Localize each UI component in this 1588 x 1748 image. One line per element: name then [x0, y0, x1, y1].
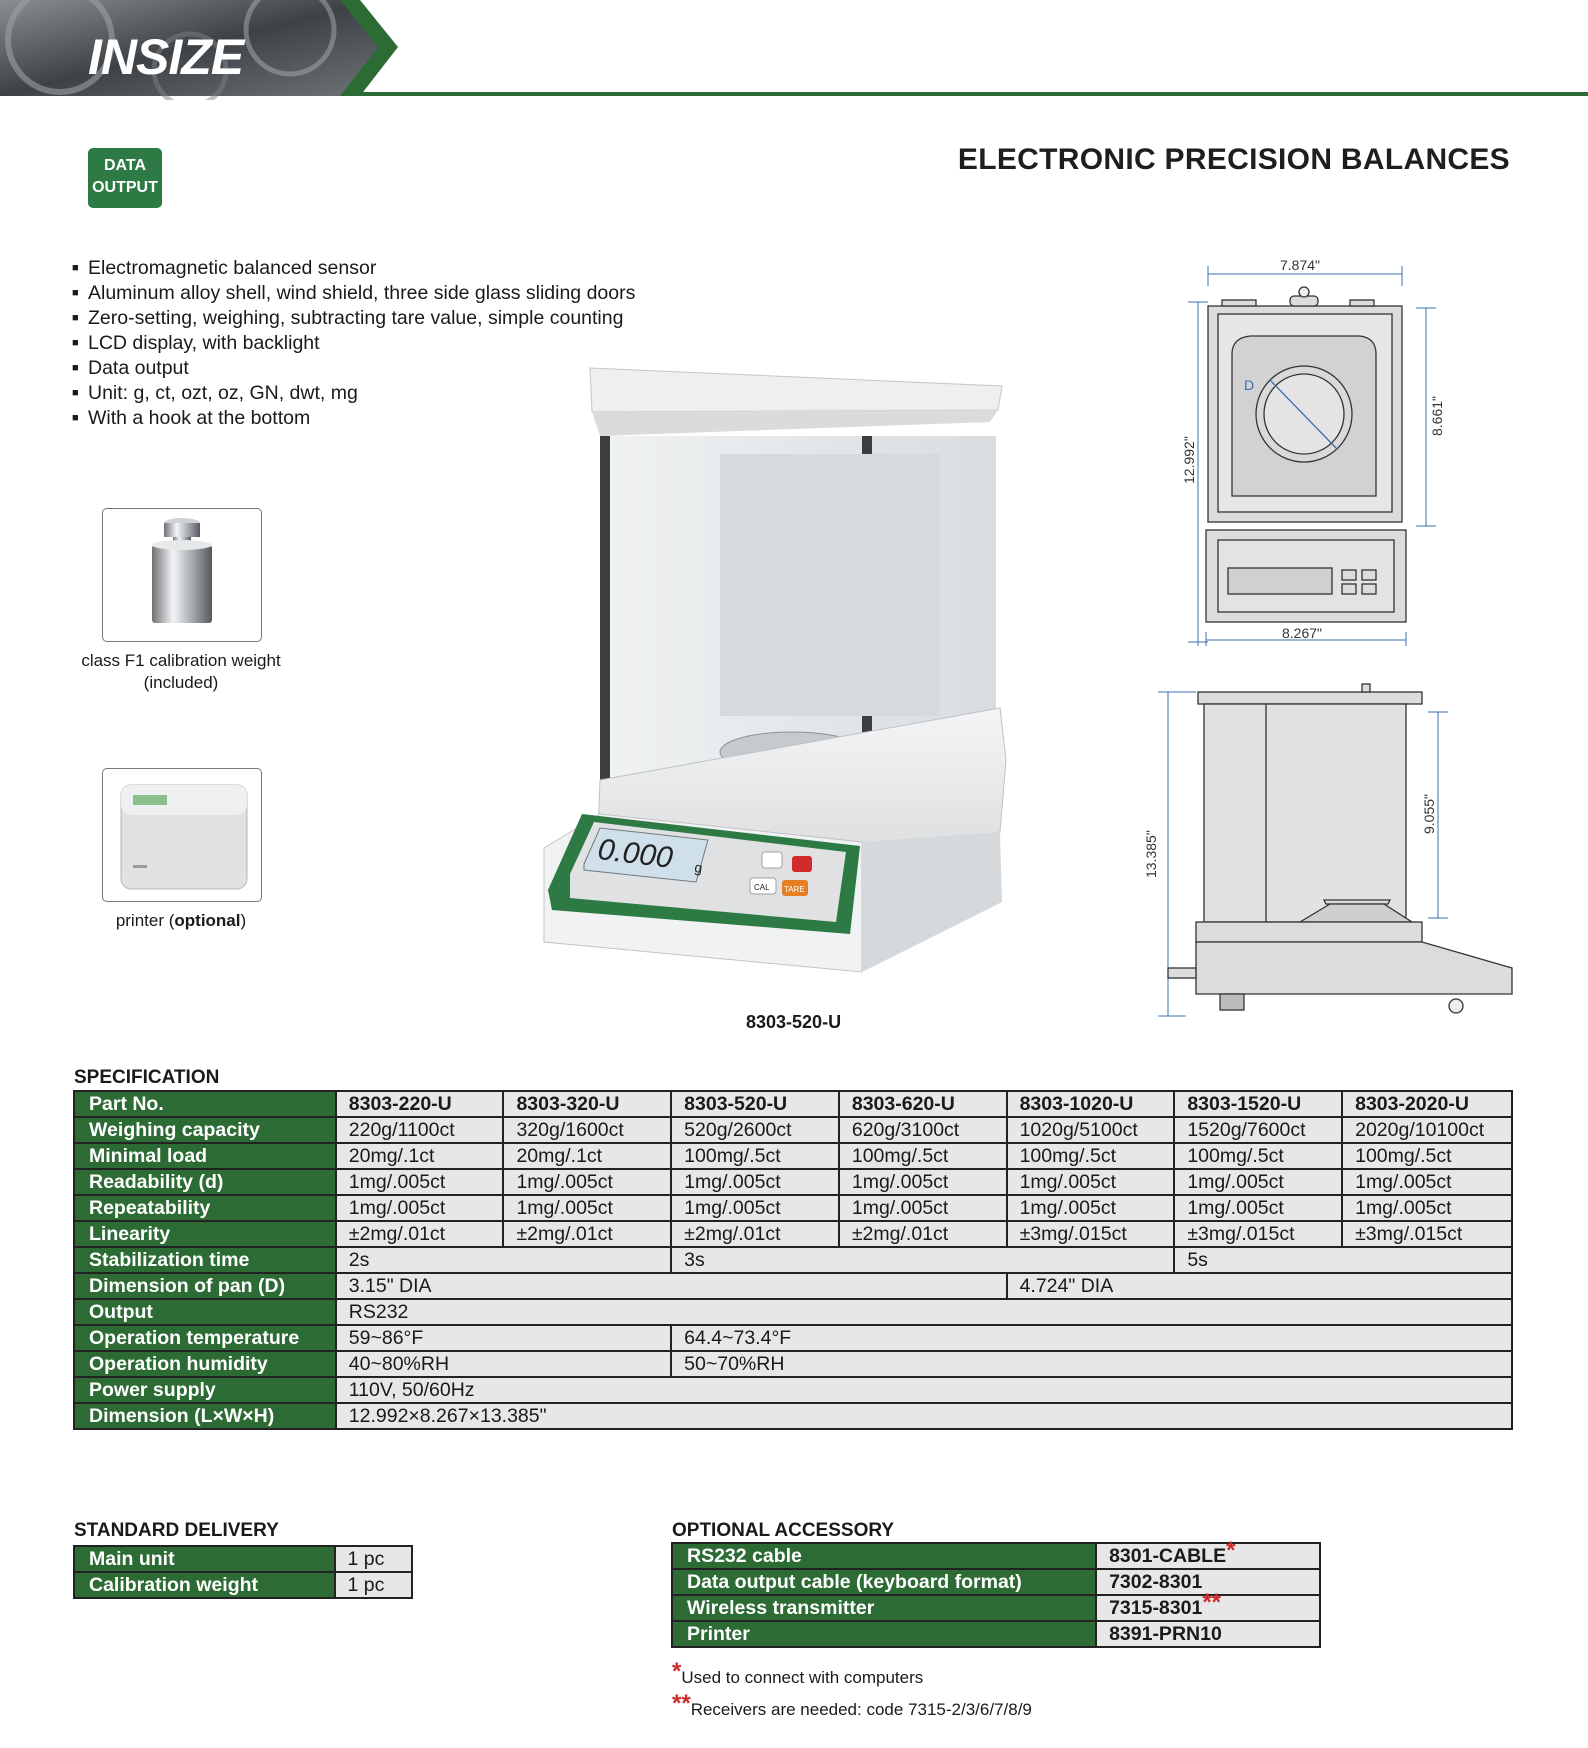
spec-cell: 2s	[336, 1247, 671, 1273]
spec-cell: 1mg/.005ct	[839, 1195, 1007, 1221]
part-no-cell: 8303-1020-U	[1007, 1091, 1175, 1117]
spec-cell: 20mg/.1ct	[503, 1143, 671, 1169]
printer-caption-end: )	[240, 911, 247, 930]
delivery-qty: 1 pc	[335, 1546, 412, 1572]
spec-row-min-load	[74, 1143, 1512, 1169]
part-no-cell: 8303-220-U	[336, 1091, 504, 1117]
spec-cell: 59~86°F	[336, 1325, 671, 1351]
row-label: Linearity	[74, 1221, 336, 1247]
spec-cell: 3.15" DIA	[336, 1273, 1007, 1299]
spec-cell: 50~70%RH	[671, 1351, 1512, 1377]
spec-cell: 110V, 50/60Hz	[336, 1377, 1512, 1403]
part-no-cell: 8303-320-U	[503, 1091, 671, 1117]
spec-cell: 3s	[671, 1247, 1174, 1273]
spec-cell: 620g/3100ct	[839, 1117, 1007, 1143]
printer-caption-optional: optional	[174, 911, 241, 930]
spec-cell: ±3mg/.015ct	[1174, 1221, 1342, 1247]
accessory-code	[1096, 1588, 1320, 1621]
feature-item: ■ Zero-setting, weighing, subtracting tare value, simple counting	[72, 306, 635, 331]
part-no-cell: 8303-620-U	[839, 1091, 1007, 1117]
spec-cell: ±2mg/.01ct	[671, 1221, 839, 1247]
weight-icon	[103, 509, 261, 641]
delivery-row	[74, 1572, 412, 1598]
accessory-row	[672, 1621, 1320, 1647]
part-no-cell: 8303-1520-U	[1174, 1091, 1342, 1117]
feature-item: ■ Aluminum alloy shell, wind shield, three side glass sliding doors	[72, 281, 635, 306]
spec-cell: 2020g/10100ct	[1342, 1117, 1512, 1143]
row-label: Operation humidity	[74, 1351, 336, 1377]
spec-cell: 100mg/.5ct	[671, 1143, 839, 1169]
calibration-weight-image	[102, 508, 262, 642]
feature-item: ■ Unit: g, ct, ozt, oz, GN, dwt, mg	[72, 381, 635, 406]
footnote-2	[672, 1690, 1032, 1720]
accessory-code	[1096, 1536, 1320, 1569]
spec-cell: ±2mg/.01ct	[503, 1221, 671, 1247]
delivery-item: Calibration weight	[74, 1572, 335, 1598]
accessory-row	[672, 1595, 1320, 1621]
spec-row-readability	[74, 1169, 1512, 1195]
standard-delivery-heading: STANDARD DELIVERY	[74, 1520, 279, 1541]
spec-row-linearity	[74, 1221, 1512, 1247]
row-label: Operation temperature	[74, 1325, 336, 1351]
product-model-caption: 8303-520-U	[746, 1012, 842, 1032]
dim-chamber-height: 9.055"	[1421, 793, 1437, 834]
row-label: Weighing capacity	[74, 1117, 336, 1143]
accessory-code	[1096, 1621, 1320, 1647]
spec-row-output	[74, 1299, 1512, 1325]
spec-row-power	[74, 1377, 1512, 1403]
row-label: Readability (d)	[74, 1169, 336, 1195]
footnote-mark: *	[672, 1658, 682, 1685]
balance-product-image	[530, 362, 1010, 987]
spec-cell: 1mg/.005ct	[1174, 1169, 1342, 1195]
footnote-mark: **	[1202, 1588, 1222, 1616]
row-label: Part No.	[74, 1091, 336, 1117]
spec-cell: 5s	[1174, 1247, 1512, 1273]
spec-cell: 320g/1600ct	[503, 1117, 671, 1143]
spec-cell: 100mg/.5ct	[839, 1143, 1007, 1169]
spec-cell: 4.724" DIA	[1007, 1273, 1512, 1299]
spec-cell: 1mg/.005ct	[1342, 1195, 1512, 1221]
power-button	[792, 856, 812, 872]
badge-line-1: DATA	[103, 157, 147, 174]
spec-cell: 20mg/.1ct	[336, 1143, 504, 1169]
zero-button	[762, 852, 782, 868]
dim-pan-area: 8.661"	[1429, 395, 1445, 436]
spec-cell: 1mg/.005ct	[503, 1195, 671, 1221]
display-unit: g	[693, 859, 704, 876]
delivery-item: Main unit	[74, 1546, 335, 1572]
printer-image	[102, 768, 262, 902]
badge-line-2: OUTPUT	[92, 179, 158, 196]
spec-row-stabilization	[74, 1247, 1512, 1273]
spec-cell: 1520g/7600ct	[1174, 1117, 1342, 1143]
weight-caption	[71, 650, 291, 694]
optional-accessory-table	[671, 1536, 1321, 1648]
page-title: ELECTRONIC PRECISION BALANCES	[957, 143, 1510, 176]
dim-depth: 12.992"	[1181, 436, 1197, 484]
delivery-row	[74, 1546, 412, 1572]
part-no-cell: 8303-2020-U	[1342, 1091, 1512, 1117]
cal-button-label: CAL	[754, 883, 770, 892]
optional-accessory-heading: OPTIONAL ACCESSORY	[672, 1520, 895, 1541]
pan-diameter-label: D	[1244, 377, 1255, 393]
display-reading: 0.000	[595, 832, 675, 875]
row-label: Repeatability	[74, 1195, 336, 1221]
dim-bottom-width: 8.267"	[1282, 625, 1323, 641]
accessory-name: RS232 cable	[672, 1543, 1096, 1569]
brand-logo: INSIZE	[88, 29, 244, 85]
accessory-name: Wireless transmitter	[672, 1595, 1096, 1621]
row-label: Dimension (L×W×H)	[74, 1403, 336, 1429]
spec-cell: 1mg/.005ct	[1342, 1169, 1512, 1195]
standard-delivery-table	[73, 1545, 413, 1599]
row-label: Output	[74, 1299, 336, 1325]
spec-cell: 1mg/.005ct	[839, 1169, 1007, 1195]
spec-row-repeatability	[74, 1195, 1512, 1221]
spec-row-part-no	[74, 1091, 1512, 1117]
accessory-row	[672, 1569, 1320, 1595]
feature-item: ■ Data output	[72, 356, 635, 381]
data-output-badge	[88, 148, 162, 208]
spec-cell: ±2mg/.01ct	[839, 1221, 1007, 1247]
spec-cell: 100mg/.5ct	[1342, 1143, 1512, 1169]
spec-cell: 1mg/.005ct	[503, 1169, 671, 1195]
spec-cell: 1mg/.005ct	[671, 1195, 839, 1221]
row-label: Power supply	[74, 1377, 336, 1403]
footnote-mark: *	[1226, 1536, 1236, 1564]
spec-cell: 1mg/.005ct	[1174, 1195, 1342, 1221]
row-label: Stabilization time	[74, 1247, 336, 1273]
printer-icon	[103, 769, 261, 901]
row-label: Minimal load	[74, 1143, 336, 1169]
part-no-cell: 8303-520-U	[671, 1091, 839, 1117]
accessory-name: Data output cable (keyboard format)	[672, 1569, 1096, 1595]
delivery-qty: 1 pc	[335, 1572, 412, 1598]
spec-cell: 1mg/.005ct	[1007, 1169, 1175, 1195]
spec-row-op-temp	[74, 1325, 1512, 1351]
feature-item: ■ With a hook at the bottom	[72, 406, 635, 431]
printer-caption	[71, 910, 291, 932]
spec-cell: 40~80%RH	[336, 1351, 671, 1377]
side-view-drawing	[1140, 678, 1520, 1024]
spec-cell: 1mg/.005ct	[671, 1169, 839, 1195]
spec-cell: 100mg/.5ct	[1007, 1143, 1175, 1169]
spec-row-capacity	[74, 1117, 1512, 1143]
spec-cell: 1mg/.005ct	[1007, 1195, 1175, 1221]
footnote-text: Used to connect with computers	[681, 1668, 924, 1687]
spec-cell: 100mg/.5ct	[1174, 1143, 1342, 1169]
accessory-code-text: 8301-CABLE	[1109, 1544, 1227, 1567]
footnote-text: Receivers are needed: code 7315-2/3/6/7/8/9	[690, 1700, 1032, 1719]
spec-cell: ±3mg/.015ct	[1342, 1221, 1512, 1247]
top-view-drawing	[1170, 256, 1450, 646]
spec-cell: 12.992×8.267×13.385"	[336, 1403, 1512, 1429]
feature-item: ■ LCD display, with backlight	[72, 331, 635, 356]
spec-cell: 1mg/.005ct	[336, 1195, 504, 1221]
accessory-name: Printer	[672, 1621, 1096, 1647]
footnote-1	[672, 1658, 924, 1688]
accessory-code-text: 7315-8301	[1109, 1596, 1203, 1619]
spec-cell: 1020g/5100ct	[1007, 1117, 1175, 1143]
feature-item: ■ Electromagnetic balanced sensor	[72, 256, 635, 281]
dim-height: 13.385"	[1143, 830, 1159, 878]
footnote-mark: **	[672, 1690, 691, 1717]
accessory-code-text: 8391-PRN10	[1109, 1622, 1222, 1645]
spec-table	[73, 1090, 1513, 1430]
row-label: Dimension of pan (D)	[74, 1273, 336, 1299]
weight-caption-line-1: class F1 calibration weight	[81, 651, 281, 670]
spec-cell: 220g/1100ct	[336, 1117, 504, 1143]
spec-heading: SPECIFICATION	[74, 1067, 220, 1088]
spec-row-op-humidity	[74, 1351, 1512, 1377]
printer-caption-start: printer (	[115, 911, 175, 930]
spec-cell: 1mg/.005ct	[336, 1169, 504, 1195]
spec-row-pan	[74, 1273, 1512, 1299]
accessory-code-text: 7302-8301	[1109, 1570, 1203, 1593]
spec-cell: RS232	[336, 1299, 1512, 1325]
spec-cell: 520g/2600ct	[671, 1117, 839, 1143]
spec-cell: ±3mg/.015ct	[1007, 1221, 1175, 1247]
tare-button-label: TARE	[784, 885, 805, 894]
accessory-row	[672, 1543, 1320, 1569]
spec-cell: 64.4~73.4°F	[671, 1325, 1512, 1351]
spec-row-dimension	[74, 1403, 1512, 1429]
dim-top-width: 7.874"	[1280, 257, 1321, 273]
weight-caption-line-2: (included)	[143, 673, 219, 692]
spec-cell: ±2mg/.01ct	[336, 1221, 504, 1247]
